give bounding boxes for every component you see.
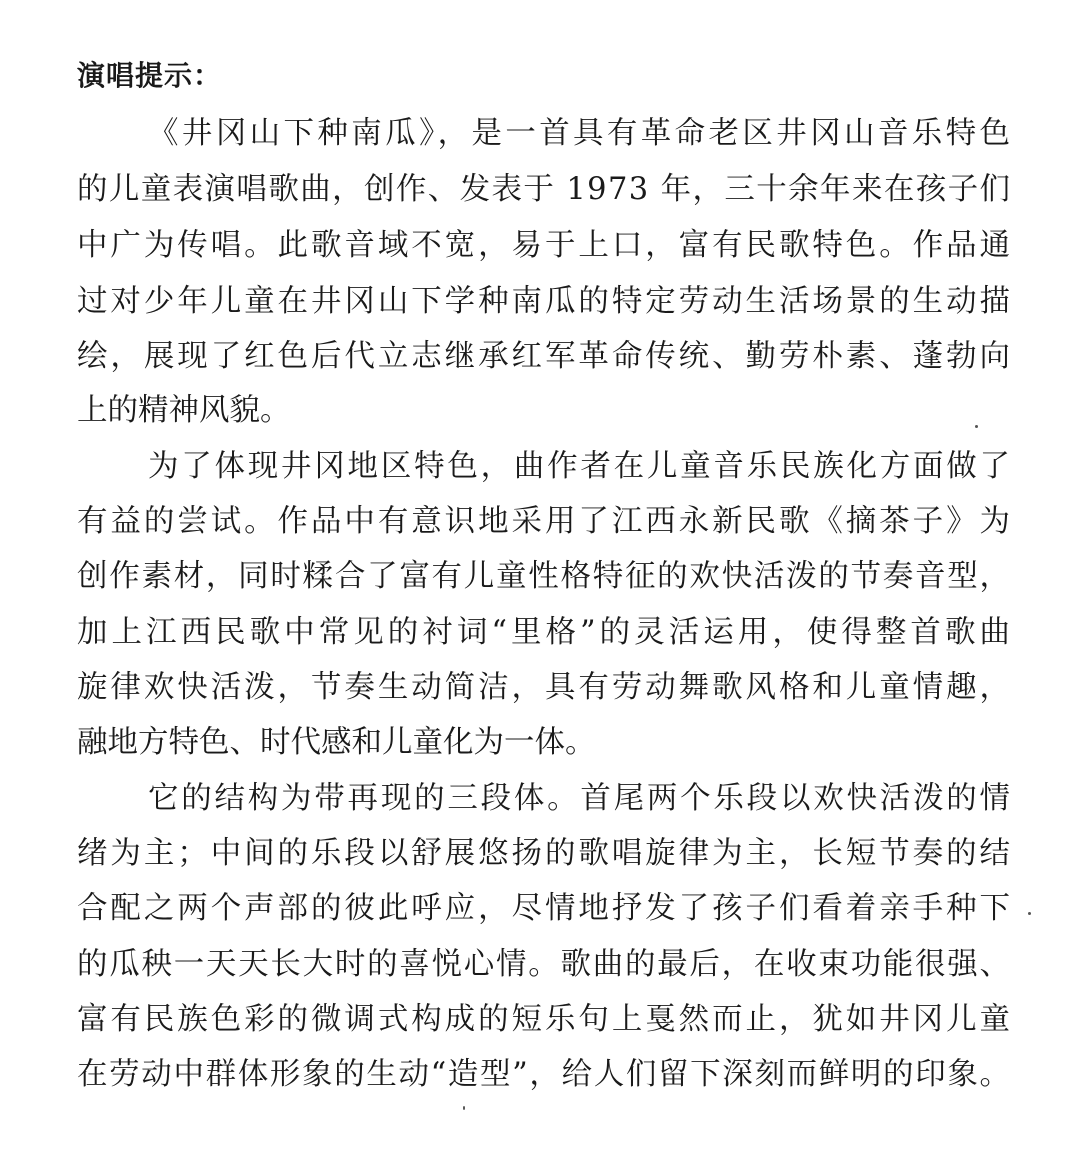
scan-speck: [1028, 912, 1031, 915]
paragraph-1-line-1: 《井冈山下种南瓜》，是一首具有革命老区井冈山音乐特色: [148, 116, 1014, 151]
paragraph-1-line-2: 的儿童表演唱歌曲，创作、发表于 1973 年，三十余年来在孩子们: [77, 172, 1012, 207]
paragraph-3-line-1: 它的结构为带再现的三段体。首尾两个乐段以欢快活泼的情: [148, 781, 1013, 816]
paragraph-3-line-2: 绪为主；中间的乐段以舒展悠扬的歌唱旋律为主，长短节奏的结: [77, 836, 1013, 871]
paragraph-1-line-6: 上的精神风貌。: [77, 393, 291, 428]
scan-speck: [463, 1106, 465, 1110]
section-heading: 演唱提示：: [77, 59, 223, 92]
paragraph-2-line-4: 加上江西民歌中常见的衬词“里格”的灵活运用，使得整首歌曲: [77, 615, 1015, 650]
paragraph-2-line-1: 为了体现井冈地区特色，曲作者在儿童音乐民族化方面做了: [148, 449, 1013, 484]
paragraph-1-line-3: 中广为传唱。此歌音域不宽，易于上口，富有民歌特色。作品通: [77, 228, 1013, 263]
paragraph-2-line-2: 有益的尝试。作品中有意识地采用了江西永新民歌《摘茶子》为: [77, 504, 1013, 539]
paragraph-2-line-5: 旋律欢快活泼，节奏生动简洁，具有劳动舞歌风格和儿童情趣，: [77, 670, 1013, 705]
paragraph-3-line-6: 在劳动中群体形象的生动“造型”，给人们留下深刻而鲜明的印象。: [77, 1057, 1012, 1092]
paragraph-3-line-5: 富有民族色彩的微调式构成的短乐句上戛然而止，犹如井冈儿童: [77, 1002, 1013, 1037]
paragraph-2-line-6: 融地方特色、时代感和儿童化为一体。: [77, 725, 596, 760]
paragraph-1-line-4: 过对少年儿童在井冈山下学种南瓜的特定劳动生活场景的生动描: [77, 284, 1013, 319]
paragraph-2-line-3: 创作素材，同时糅合了富有儿童性格特征的欢快活泼的节奏音型，: [77, 559, 1012, 594]
scan-speck: [975, 425, 978, 428]
paragraph-3-line-4: 的瓜秧一天天长大时的喜悦心情。歌曲的最后，在收束功能很强、: [77, 947, 1012, 982]
paragraph-1-line-5: 绘，展现了红色后代立志继承红军革命传统、勤劳朴素、蓬勃向: [77, 339, 1013, 374]
paragraph-3-line-3: 合配之两个声部的彼此呼应，尽情地抒发了孩子们看着亲手种下: [77, 891, 1013, 926]
